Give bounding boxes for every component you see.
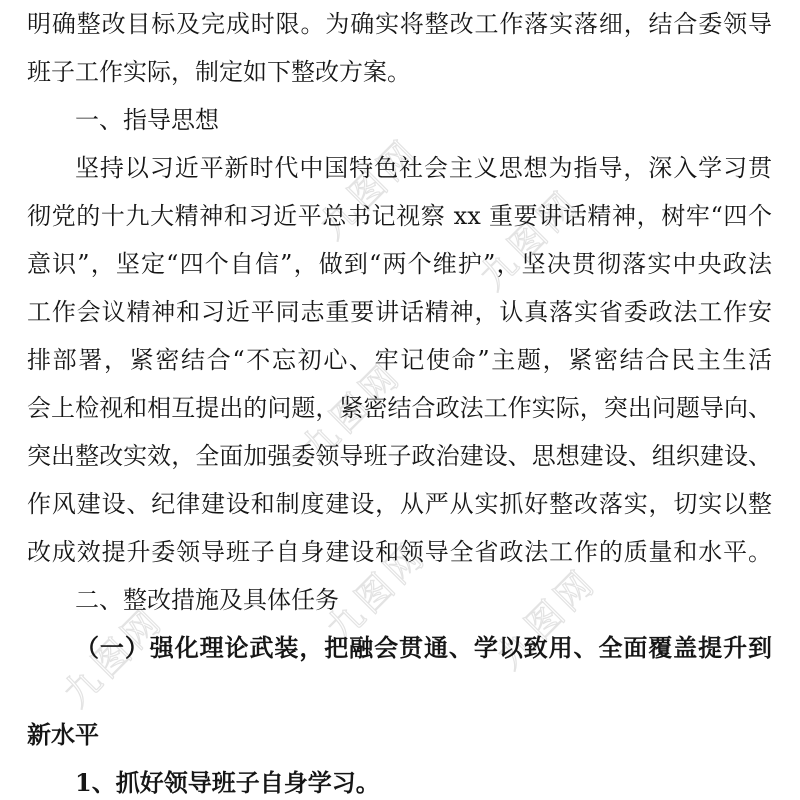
paragraph-line: 作风建设、纪律建设和制度建设，从严从实抓好整改落实，切实以整 bbox=[27, 490, 772, 518]
paragraph-line: 突出整改实效，全面加强委领导班子政治建设、思想建设、组织建设、 bbox=[27, 442, 772, 470]
paragraph-line: 工作会议精神和习近平同志重要讲话精神，认真落实省委政法工作安 bbox=[27, 298, 772, 326]
watermark-text: 九图网 bbox=[319, 534, 436, 651]
paragraph-line: 明确整改目标及完成时限。为确实将整改工作落实落细，结合委领导 bbox=[27, 10, 772, 38]
paragraph-line: 意识”，坚定“四个自信”，做到“两个维护”，坚决贯彻落实中央政法 bbox=[27, 250, 772, 278]
watermark-text: 九图网 bbox=[472, 182, 589, 299]
paragraph-line: 班子工作实际，制定如下整改方案。 bbox=[27, 58, 411, 86]
paragraph-spacer bbox=[27, 672, 772, 711]
paragraph-line: 坚持以习近平新时代中国特色社会主义思想为指导，深入学习贯 bbox=[75, 154, 772, 182]
heading-level2-line: （一）强化理论武装，把融会贯通、学以致用、全面覆盖提升到 bbox=[75, 633, 772, 662]
paragraph-line: 会上检视和相互提出的问题，紧密结合政法工作实际，突出问题导向、 bbox=[27, 394, 772, 422]
paragraph-line: 改成效提升委领导班子自身建设和领导全省政法工作的质量和水平。 bbox=[27, 538, 772, 566]
heading-level1: 一、指导思想 bbox=[75, 106, 219, 134]
paragraph-line: 排部署，紧密结合“不忘初心、牢记使命”主题，紧密结合民主生活 bbox=[27, 346, 772, 374]
heading-level1: 二、整改措施及具体任务 bbox=[75, 586, 339, 614]
watermark-text: 九图网 bbox=[489, 561, 606, 678]
paragraph-line: 彻党的十九大精神和习近平总书记视察 xx 重要讲话精神，树牢“四个 bbox=[27, 202, 772, 230]
watermark-text: 九图网 bbox=[56, 599, 173, 716]
watermark-text: 九图网 bbox=[294, 354, 411, 471]
heading-level3: 1、抓好领导班子自身学习。 bbox=[75, 768, 380, 797]
watermark-text: 九图网 bbox=[312, 131, 429, 248]
heading-level2-line: 新水平 bbox=[27, 720, 99, 749]
